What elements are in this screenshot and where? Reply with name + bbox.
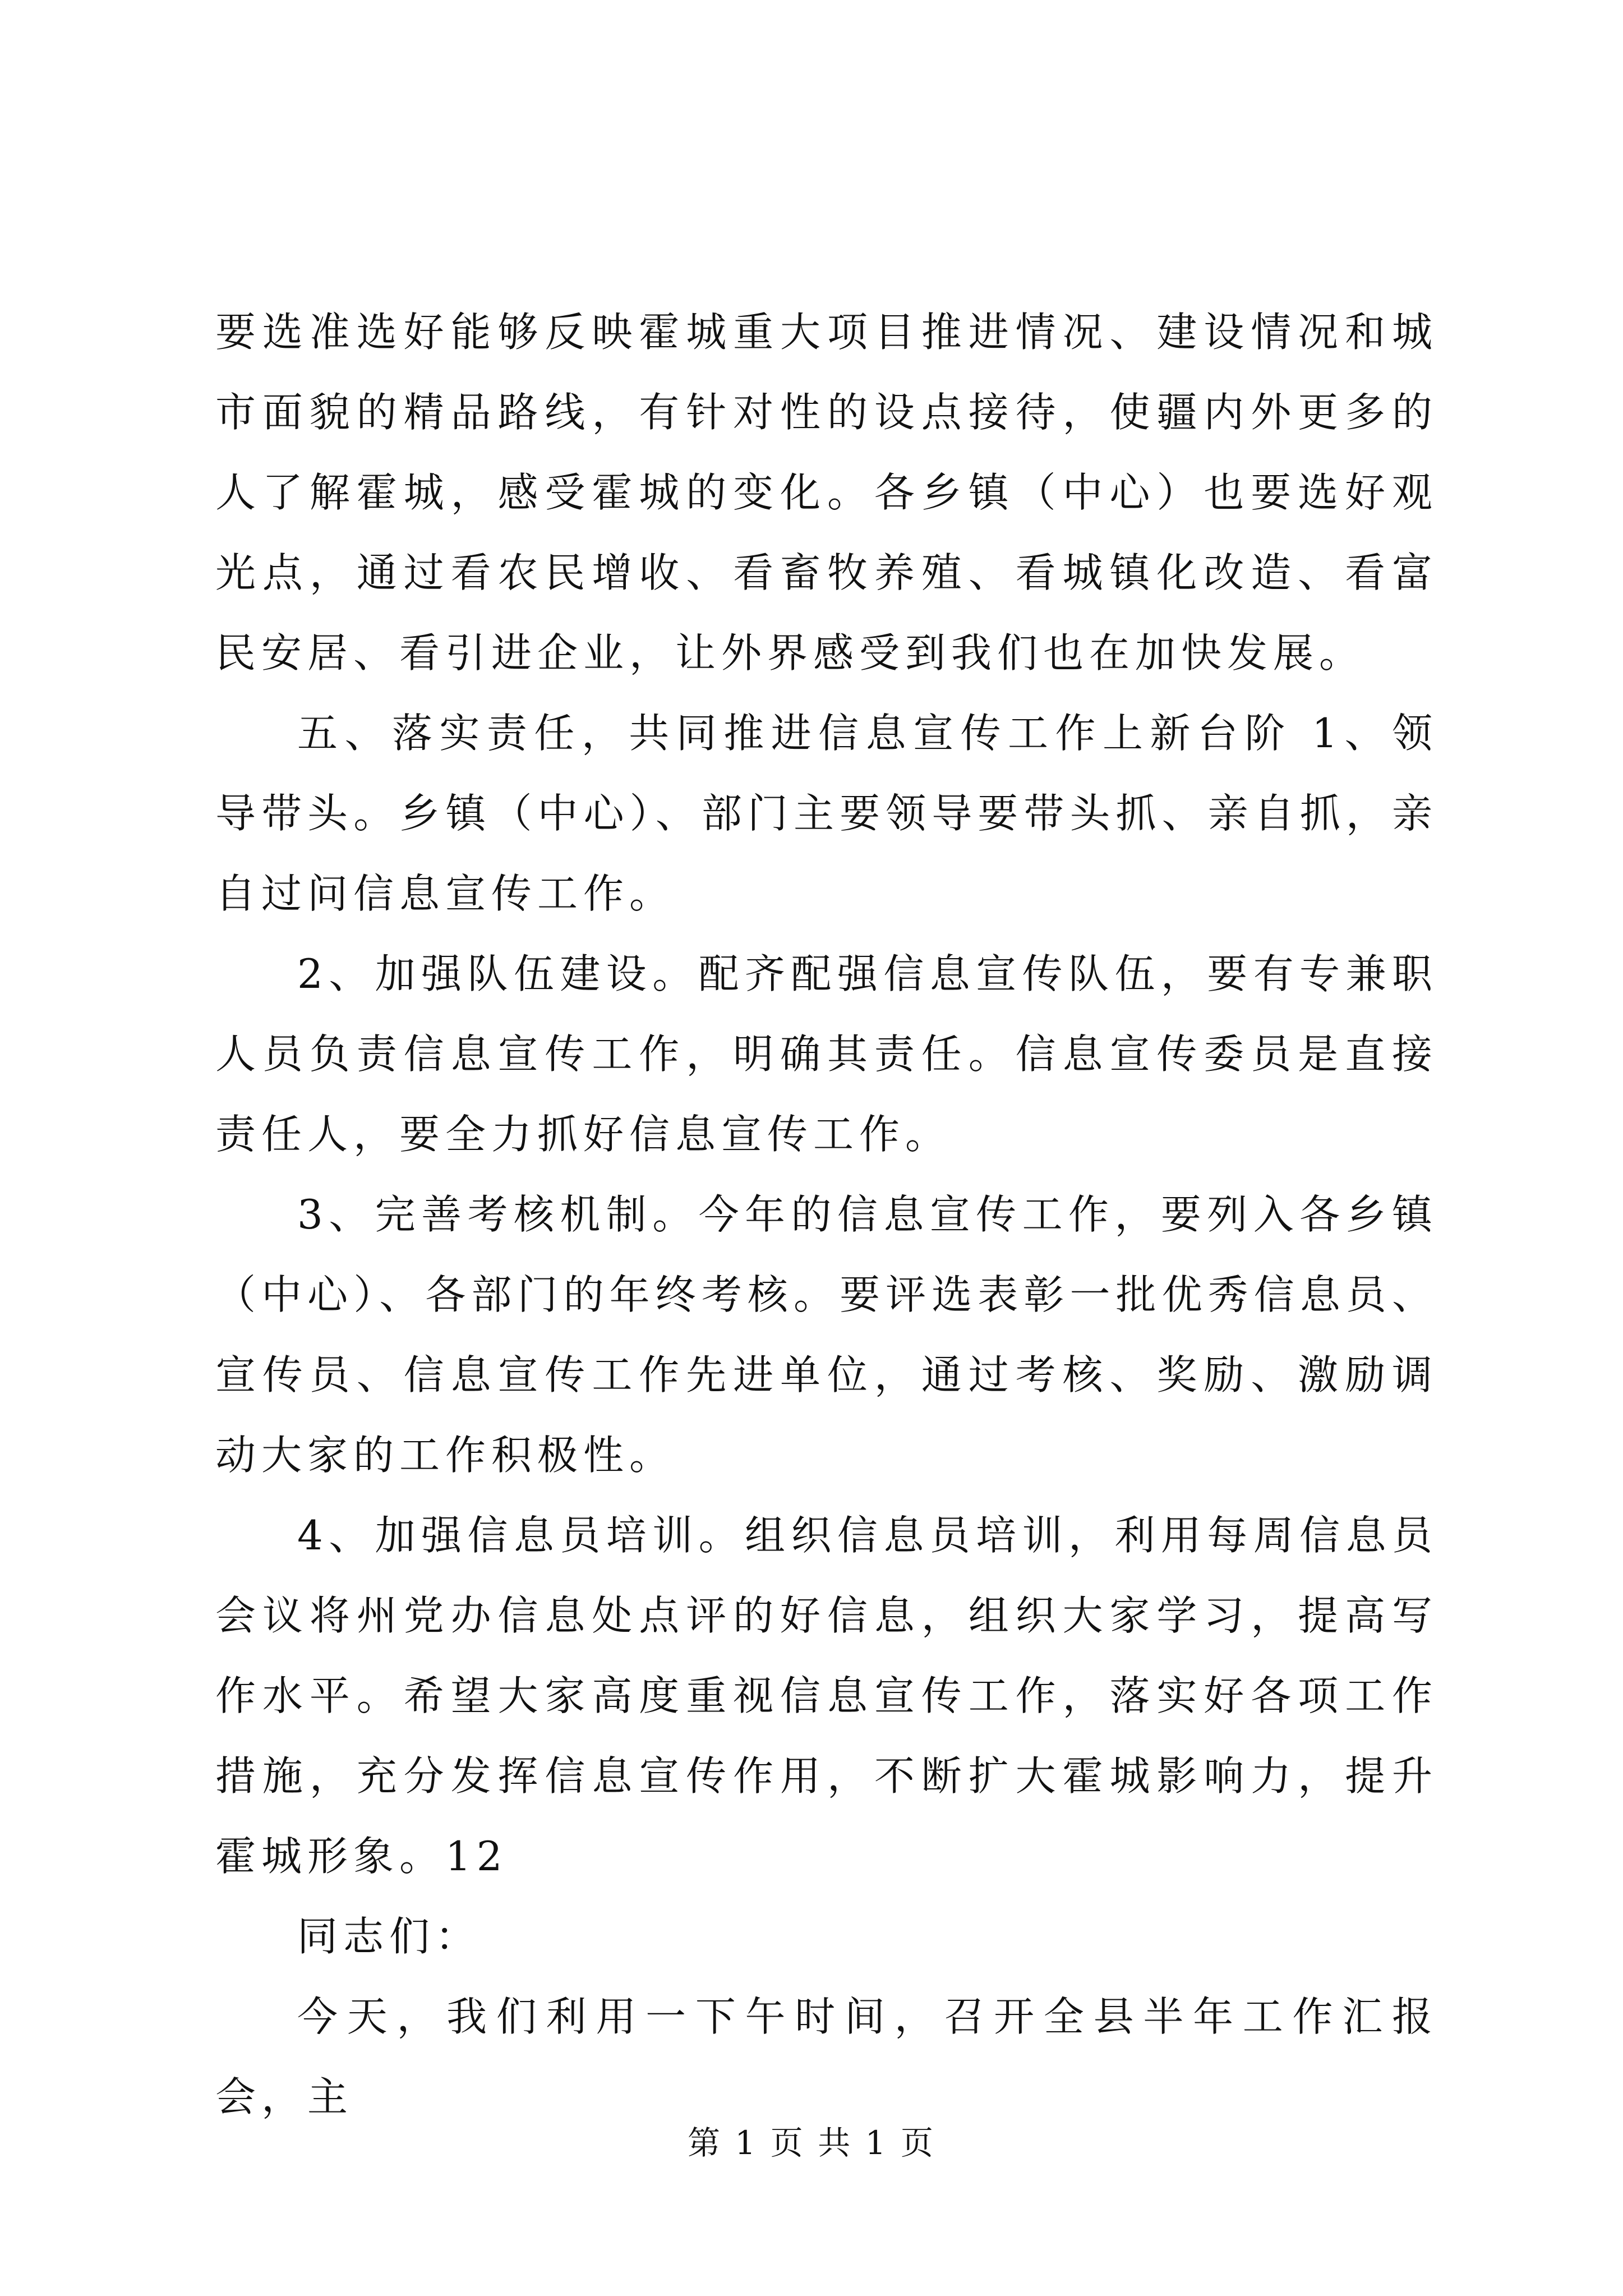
paragraph-1: 要选准选好能够反映霍城重大项目推进情况、建设情况和城市面貌的精品路线，有针对性的设点接待，使疆内外更多的人了解霍城，感受霍城的变化。各乡镇（中心）也要选好观光点，通过看农民增收、看畜牧养殖、看城镇化改造、看富民安居、看引进企业，让外界感受到我们也在加快发展。 xyxy=(215,309,1438,677)
page-footer: 第 1 页 共 1 页 xyxy=(688,2124,935,2162)
paragraph-6: 同志们： xyxy=(297,1913,482,1960)
paragraph-2: 五、落实责任，共同推进信息宣传工作上新台阶 1、领导带头。乡镇（中心）、部门主要领导要带头抓、亲自抓，亲自过问信息宣传工作。 xyxy=(215,710,1438,917)
paragraph-7: 今天，我们利用一下午时间，召开全县半年工作汇报会，主 xyxy=(215,1993,1438,2120)
paragraph-5: 4、加强信息员培训。组织信息员培训，利用每周信息员会议将州党办信息处点评的好信息，组织大家学习，提高写作水平。希望大家高度重视信息宣传工作，落实好各项工作措施，充分发挥信息宣传作用，不断扩大霍城影响力，提升霍城形象。12 xyxy=(215,1512,1438,1880)
paragraph-4: 3、完善考核机制。今年的信息宣传工作，要列入各乡镇（中心）、各部门的年终考核。要评选表彰一批优秀信息员、宣传员、信息宣传工作先进单位，通过考核、奖励、激励调动大家的工作积极性。 xyxy=(215,1191,1438,1479)
paragraph-3: 2、加强队伍建设。配齐配强信息宣传队伍，要有专兼职人员负责信息宣传工作，明确其责任。信息宣传委员是直接责任人，要全力抓好信息宣传工作。 xyxy=(215,950,1438,1158)
body-text xyxy=(215,292,1438,2137)
